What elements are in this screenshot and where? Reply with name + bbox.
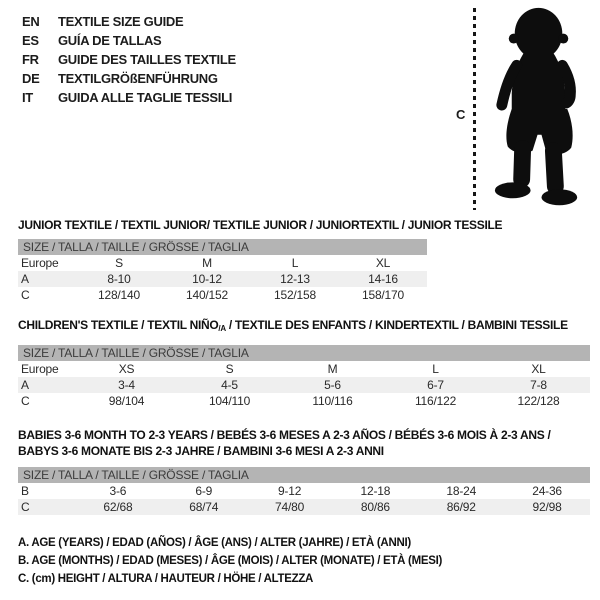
language-list [22, 12, 236, 107]
footnote-a: A. AGE (YEARS) / EDAD (AÑOS) / ÂGE (ANS) / ALTER (JAHRE) / ETÀ (ANNI) [18, 537, 411, 549]
language-label: GUIDA ALLE TAGLIE TESSILI [58, 90, 233, 105]
size-cell: XS [118, 362, 135, 376]
language-label: GUIDE DES TAILLES TEXTILE [58, 52, 236, 67]
size-header-bar: SIZE / TALLA / TAILLE / GRÖSSE / TAGLIA [18, 467, 590, 483]
language-row-it [22, 88, 236, 107]
height-cell: 140/152 [186, 288, 228, 302]
height-cell: 158/170 [362, 288, 404, 302]
row-label-cell: C [21, 288, 30, 302]
height-cell: 74/80 [247, 499, 333, 515]
footnotes [18, 534, 442, 588]
language-row-de [22, 69, 236, 88]
size-cell: L [291, 256, 299, 270]
language-code: IT [22, 90, 33, 105]
children-section-title [18, 318, 568, 336]
language-row-es [22, 31, 236, 50]
size-cell: S [115, 256, 123, 270]
table-row-age [18, 377, 590, 393]
size-cell: XL [531, 362, 546, 376]
row-label-cell: Europe [21, 256, 59, 270]
row-label-cell: B [21, 484, 29, 498]
language-code: DE [22, 71, 40, 86]
table-row-height [18, 393, 590, 409]
age-cell: 3-6 [109, 484, 127, 498]
height-measure-label: C [456, 107, 466, 122]
age-cell: 24-36 [532, 484, 562, 498]
children-title-suffix: / TEXTILE DES ENFANTS / KINDERTEXTIL / BAMBINI TESSILE [225, 318, 568, 332]
size-header-bar: SIZE / TALLA / TAILLE / GRÖSSE / TAGLIA [18, 345, 590, 361]
row-label-cell: C [18, 499, 75, 515]
language-label: TEXTILE SIZE GUIDE [58, 14, 184, 29]
height-cell: 128/140 [98, 288, 140, 302]
language-label: TEXTILGRÖßENFÜHRUNG [58, 71, 218, 86]
size-cell: M [327, 362, 338, 376]
size-cell: S [225, 362, 234, 376]
language-row-fr [22, 50, 236, 69]
age-cell: 6-9 [195, 484, 213, 498]
size-cell: XL [375, 256, 391, 270]
footnote-b: B. AGE (MONTHS) / EDAD (MESES) / ÂGE (MOIS) / ALTER (MONATE) / ETÀ (MESI) [18, 555, 443, 567]
row-label-cell: A [18, 271, 75, 287]
age-cell: 6-7 [384, 377, 487, 393]
children-title-prefix: CHILDREN'S TEXTILE / TEXTIL NIÑO [18, 318, 219, 332]
size-cell: L [432, 362, 439, 376]
height-figure [448, 5, 600, 215]
children-size-table [18, 345, 590, 409]
height-cell: 116/122 [414, 394, 457, 408]
babies-section-title-line1: BABIES 3-6 MONTH TO 2-3 YEARS / BEBÉS 3-6 MESES A 2-3 AÑOS / BÉBÉS 3-6 MOIS À 2-3 ANS / [18, 428, 551, 442]
age-cell: 9-12 [277, 484, 302, 498]
babies-size-table [18, 467, 590, 515]
height-cell: 98/104 [108, 394, 145, 408]
table-row-europe [18, 255, 427, 271]
age-cell: 3-4 [75, 377, 178, 393]
table-row-europe [18, 361, 590, 377]
height-cell: 80/86 [332, 499, 418, 515]
size-header-bar-row [18, 467, 590, 483]
size-header-bar: SIZE / TALLA / TAILLE / GRÖSSE / TAGLIA [18, 239, 427, 255]
age-cell: 12-18 [360, 484, 391, 498]
language-code: FR [22, 52, 39, 67]
age-cell: 5-6 [281, 377, 384, 393]
age-cell: 4-5 [178, 377, 281, 393]
height-cell: 68/74 [161, 499, 247, 515]
footnote-c: C. (cm) HEIGHT / ALTURA / HAUTEUR / HÖHE / ALTEZZA [18, 573, 314, 585]
height-cell: 152/158 [274, 288, 316, 302]
age-cell: 14-16 [339, 271, 427, 287]
table-row-age-months [18, 483, 590, 499]
toddler-silhouette-icon [481, 5, 600, 213]
height-cell: 104/110 [208, 394, 251, 408]
height-cell: 92/98 [504, 499, 590, 515]
table-row-height [18, 287, 427, 303]
age-cell: 10-12 [163, 271, 251, 287]
height-cell: 122/128 [517, 394, 560, 408]
table-row-age [18, 271, 427, 287]
table-row-height [18, 499, 590, 515]
children-title-sub: /A [218, 324, 226, 333]
row-label-cell: C [21, 394, 30, 408]
language-code: EN [22, 14, 40, 29]
row-label-cell: Europe [21, 362, 59, 376]
height-cell: 62/68 [75, 499, 161, 515]
language-code: ES [22, 33, 39, 48]
junior-size-table [18, 239, 427, 303]
age-cell: 12-13 [251, 271, 339, 287]
age-cell: 7-8 [487, 377, 590, 393]
language-row-en [22, 12, 236, 31]
height-dotted-line [473, 8, 476, 210]
size-header-bar-row [18, 345, 590, 361]
age-cell: 8-10 [75, 271, 163, 287]
language-label: GUÍA DE TALLAS [58, 33, 162, 48]
size-header-bar-row [18, 239, 427, 255]
height-cell: 86/92 [418, 499, 504, 515]
size-cell: M [202, 256, 212, 270]
height-cell: 110/116 [312, 394, 353, 408]
babies-section-title-line2: BABYS 3-6 MONATE BIS 2-3 JAHRE / BAMBINI 3-6 MESI A 2-3 ANNI [18, 444, 384, 458]
junior-section-title: JUNIOR TEXTILE / TEXTIL JUNIOR/ TEXTILE JUNIOR / JUNIORTEXTIL / JUNIOR TESSILE [18, 218, 503, 232]
row-label-cell: A [18, 377, 75, 393]
age-cell: 18-24 [446, 484, 477, 498]
